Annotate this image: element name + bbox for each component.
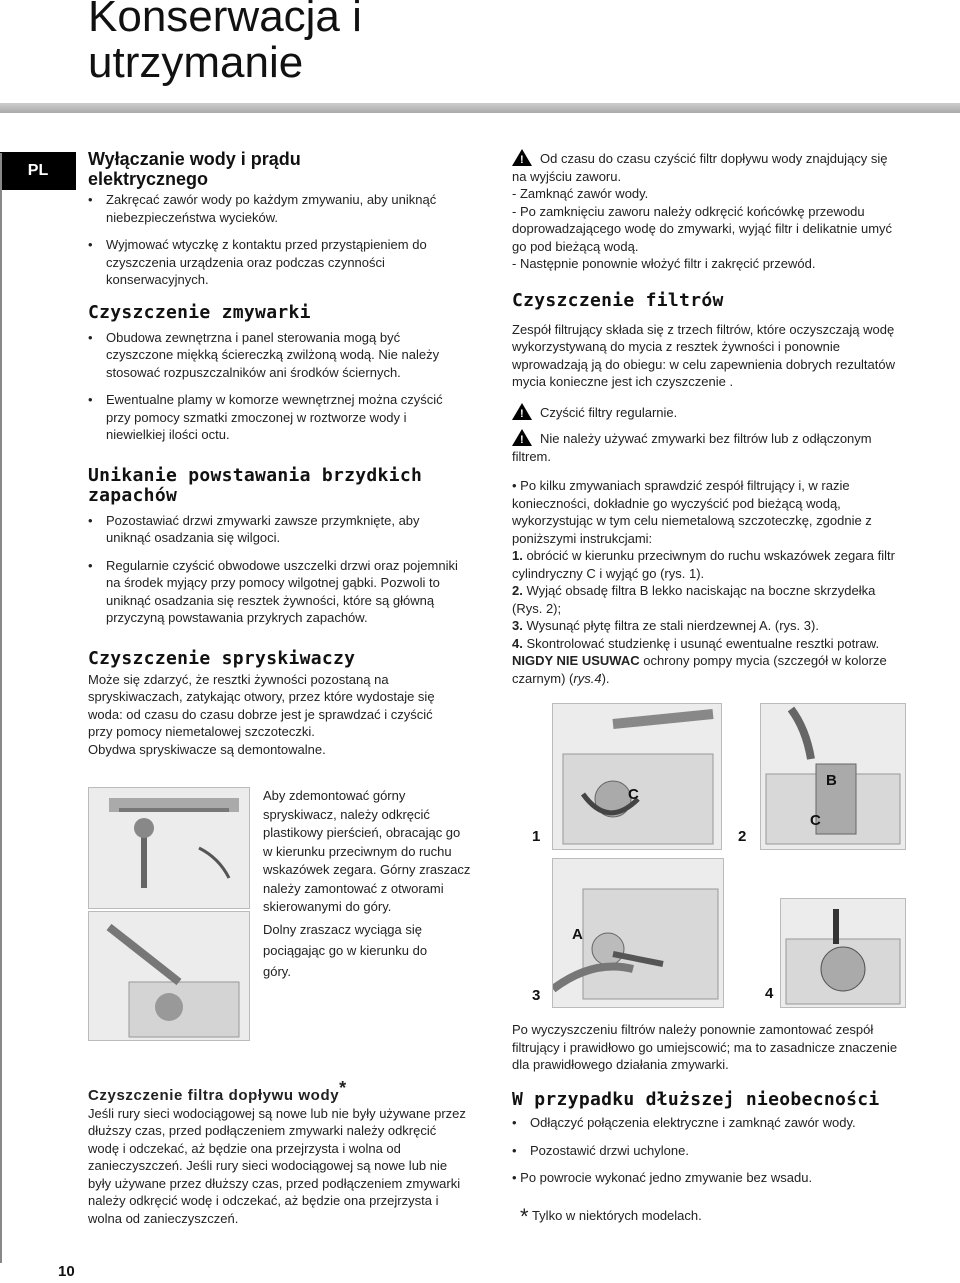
list-item: • Wyjmować wtyczkę z kontaktu przed przystąpieniem do czyszczenia urządzenia oraz podczas czynności konserwacyjnych. xyxy=(88,236,460,289)
list-item: • Regularnie czyścić obwodowe uszczelki drzwi oraz pojemniki na środek myjący przy pomocy wilgotnej gąbki. Pozwoli to uniknąć osadzania się resztek żywności, które są główną przyczyną powstawania przykrych zapachów. xyxy=(88,557,460,627)
filter-figure-1 xyxy=(552,703,722,850)
list-item: • Odłączyć połączenia elektryczne i zamknąć zawór wody. xyxy=(512,1114,904,1132)
filter-step-4: 4. Skontrolować studzienkę i usunąć ewentualne resztki potraw. xyxy=(512,635,880,651)
section-title-water-power: Wyłączanie wody i prądu elektrycznego xyxy=(88,149,301,189)
footnote: * Tylko w niektórych modelach. xyxy=(520,1203,702,1229)
upper-sprayer-illustration xyxy=(88,787,250,909)
sprayers-note: Obydwa spryskiwacze są demontowalne. xyxy=(88,741,326,757)
filters-reassembly-note: Po wyczyszczeniu filtrów należy ponownie zamontować zespół filtrujący i prawidłowo go umiejscowić; ma to zasadnicze znaczenie dla prawidłowego działania zmywarki. xyxy=(512,1022,898,1072)
label-c: C xyxy=(810,812,821,829)
lower-sprayer-illustration xyxy=(88,911,250,1041)
filters-instructions: • Po kilku zmywaniach sprawdzić zespół filtrujący i, w razie konieczności, dokładnie go wyczyścić pod bieżącą wodą, wykorzystując w tym celu niemetalową szczoteczkę, zgodnie z poniższymi instrukcjami: xyxy=(512,478,872,546)
list-item: • Zakręcać zawór wody po każdym zmywaniu, aby uniknąć niebezpieczeństwa wycieków. xyxy=(88,191,460,226)
label-a: A xyxy=(572,926,583,943)
language-tab: PL xyxy=(0,152,76,190)
left-column xyxy=(88,149,460,758)
header-bar xyxy=(0,103,960,113)
section-title-sprayers: Czyszczenie spryskiwaczy xyxy=(88,647,356,669)
figure-number: 1 xyxy=(532,828,541,845)
filter-figure-4 xyxy=(780,898,906,1008)
right-column xyxy=(512,149,904,687)
section-title-inlet-filter: Czyszczenie filtra dopływu wody* xyxy=(88,1078,347,1104)
inlet-filter-section xyxy=(88,1080,468,1227)
section-title-absence: W przypadku dłuższej nieobecności xyxy=(512,1089,880,1110)
filter-step-1: 1. obrócić w kierunku przeciwnym do ruchu wskazówek zegara filtr cylindryczny C i wyjąć go (rys. 1). xyxy=(512,548,895,581)
page-title: Konserwacja i utrzymanie xyxy=(88,0,362,87)
figure-number: 4 xyxy=(765,985,774,1002)
list-item: • Obudowa zewnętrzna i panel sterowania mogą być czyszczone miękką ściereczką zwilżoną wodą. Nie należy stosować rozpuszczalników ani środków ściernych. xyxy=(88,329,460,382)
filter-warning-pump: NIGDY NIE USUWAC ochrony pompy mycia (szczegół w kolorze czarnym) (rys.4). xyxy=(512,653,887,686)
section-title-odours: Unikanie powstawania brzydkich zapachów xyxy=(88,464,423,506)
filter-step-3: 3. Wysunąć płytę filtra ze stali nierdzewnej A. (rys. 3). xyxy=(512,618,819,633)
list-item: • Po powrocie wykonać jedno zmywanie bez wsadu. xyxy=(512,1170,813,1185)
step-close-valve: - Zamknąć zawór wody. xyxy=(512,186,649,201)
warning-no-filters: !Nie należy używać zmywarki bez filtrów lub z odłączonym filtrem. xyxy=(512,429,904,465)
warning-icon xyxy=(512,429,532,446)
section-title-filters: Czyszczenie filtrów xyxy=(512,289,724,311)
upper-sprayer-caption: Aby zdemontować górny spryskiwacz, należy odkręcić plastikowy pierścień, obracając go w kierunku przeciwnym do ruchu wskazówek zegara. Górny zraszacz należy zamontować z otworami skierowanymi do góry. xyxy=(263,788,471,914)
section-title-cleaning: Czyszczenie zmywarki xyxy=(88,301,311,323)
sprayers-paragraph: Może się zdarzyć, że resztki żywności pozostaną na spryskiwaczach, zatykając otwory, przez które wydostaje się woda: od czasu do czasu dobrze jest je sprawdzać i czyścić przy pomocy niemetalowej szczoteczki. xyxy=(88,671,435,739)
margin-rule xyxy=(0,153,2,1263)
lower-sprayer-caption: Dolny zraszacz wyciąga się pociągając go w kierunku do góry. xyxy=(263,922,428,979)
warning-clean-regularly: !Czyścić filtry regularnie. xyxy=(512,403,904,422)
figure-number: 2 xyxy=(738,828,747,845)
filter-step-2: 2. Wyjąć obsadę filtra B lekko naciskając na boczne skrzydełka (Rys. 2); xyxy=(512,583,876,616)
filters-paragraph: Zespół filtrujący składa się z trzech filtrów, które oczyszczają wodę wykorzystywaną do mycia z resztek żywności i ponownie wprowadzają ją do obiegu: w celu zapewnienia dobrych rezultatów mycia konieczne jest ich czyszczenie . xyxy=(512,321,896,389)
absence-section xyxy=(512,1089,904,1229)
step-reinsert-filter: - Następnie ponownie włożyć filtr i zakręcić przewód. xyxy=(512,256,816,271)
label-b: B xyxy=(826,772,837,789)
inlet-filter-paragraph: Jeśli rury sieci wodociągowej są nowe lub nie były używane przez dłuższy czas, przed podłączeniem zmywarki należy odkręcić wodę i odczekać, aż będzie ona przejrzysta i wolna od zanieczyszczeń. Jeśli rury sieci wodociągowej są nowe lub nie były używane przez dłuższy czas, przed podłączeniem zmywarki należy odkręcić wodę i odczekać, aż będzie ona przejrzysta i wolna od zanieczyszczeń. xyxy=(88,1105,466,1226)
warning-icon xyxy=(512,403,532,420)
step-remove-filter: - Po zamknięciu zaworu należy odkręcić końcówkę przewodu doprowadzającego wodę do zmywarki, wyjąć filtr i delikatnie umyć go pod bieżącą wodą. xyxy=(512,203,893,254)
warning-inlet: !Od czasu do czasu czyścić filtr dopływu wody znajdujący się na wyjściu zaworu. xyxy=(512,149,904,185)
list-item: • Ewentualne plamy w komorze wewnętrznej można czyścić przy pomocy szmatki zmoczonej w roztworze wody i niewielkiej ilości octu. xyxy=(88,391,460,444)
label-c: C xyxy=(628,786,639,803)
page-number: 10 xyxy=(58,1263,75,1280)
list-item: • Pozostawiać drzwi zmywarki zawsze przymknięte, aby uniknąć osadzania się wilgoci. xyxy=(88,512,460,547)
list-item: • Pozostawić drzwi uchylone. xyxy=(512,1142,904,1160)
warning-icon xyxy=(512,149,532,166)
figure-number: 3 xyxy=(532,987,541,1004)
